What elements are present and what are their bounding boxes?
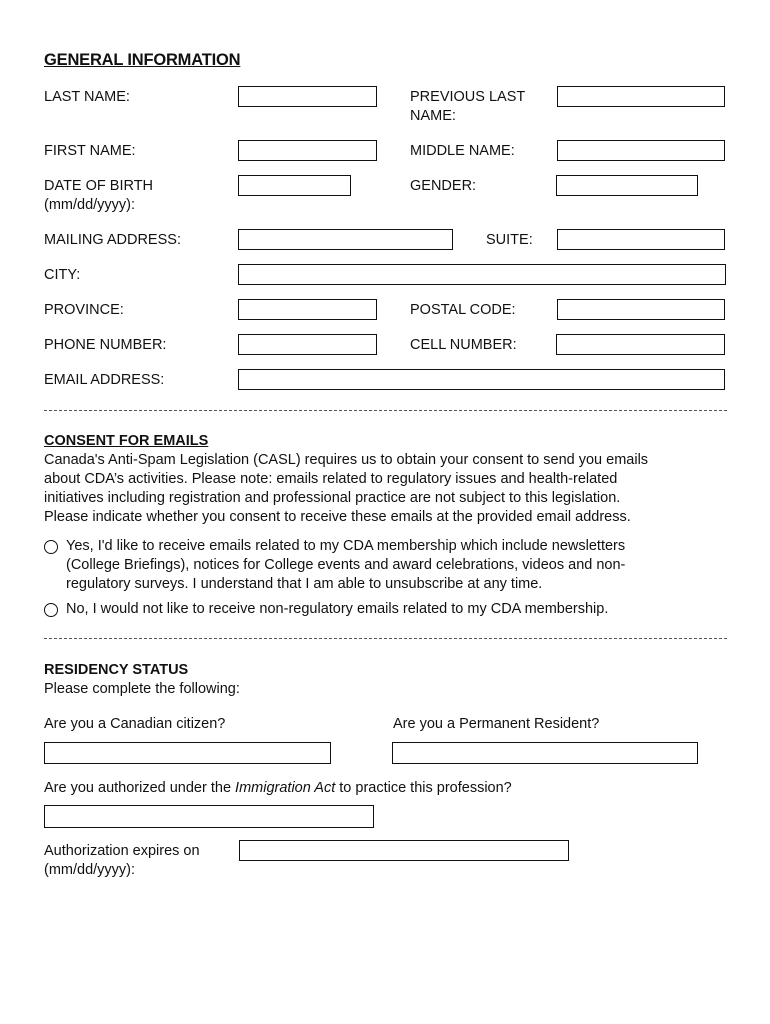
authorization-expires-label-1: Authorization expires on: [44, 843, 200, 859]
last-name-label: LAST NAME:: [44, 89, 130, 105]
suite-input[interactable]: [557, 229, 725, 250]
residency-subtitle: Please complete the following:: [44, 681, 240, 697]
consent-paragraph-line-2: about CDA’s activities. Please note: emails related to regulatory issues and health-related: [44, 471, 618, 487]
province-input[interactable]: [238, 299, 377, 320]
consent-no-label: No, I would not like to receive non-regulatory emails related to my CDA membership.: [66, 601, 609, 617]
phone-number-input[interactable]: [238, 334, 377, 355]
consent-yes-label-1: Yes, I'd like to receive emails related to my CDA membership which include newsletters: [66, 538, 626, 554]
date-of-birth-label-2: (mm/dd/yyyy):: [44, 197, 136, 213]
city-input[interactable]: [238, 264, 726, 285]
province-label: PROVINCE:: [44, 302, 124, 318]
canadian-citizen-question: Are you a Canadian citizen?: [44, 716, 226, 732]
consent-paragraph-line-1: Canada's Anti-Spam Legislation (CASL) requires us to obtain your consent to send you emails: [44, 452, 649, 468]
immigration-act-question-post: to practice this profession?: [335, 780, 512, 796]
consent-paragraph-line-3: initiatives including registration and professional practice are not subject to this legislation.: [44, 490, 621, 506]
date-of-birth-label-1: DATE OF BIRTH: [44, 178, 154, 194]
first-name-input[interactable]: [238, 140, 377, 161]
consent-heading: CONSENT FOR EMAILS: [44, 433, 209, 449]
mailing-address-input[interactable]: [238, 229, 453, 250]
last-name-input[interactable]: [238, 86, 377, 107]
consent-yes-label-2: (College Briefings), notices for College events and award celebrations, videos and non-: [66, 557, 626, 573]
middle-name-label: MIDDLE NAME:: [410, 143, 515, 159]
canadian-citizen-input[interactable]: [44, 742, 331, 764]
authorization-expires-input[interactable]: [239, 840, 569, 861]
gender-input[interactable]: [556, 175, 698, 196]
authorization-expires-label-2: (mm/dd/yyyy):: [44, 862, 136, 878]
permanent-resident-question: Are you a Permanent Resident?: [393, 716, 600, 732]
general-information-heading: GENERAL INFORMATION: [44, 51, 241, 69]
immigration-act-title: Immigration Act: [235, 780, 336, 796]
immigration-act-question-pre: Are you authorized under the: [44, 780, 236, 796]
consent-no-radio[interactable]: [44, 603, 58, 617]
email-address-label: EMAIL ADDRESS:: [44, 372, 165, 388]
consent-paragraph-line-4: Please indicate whether you consent to receive these emails at the provided email address.: [44, 509, 631, 525]
phone-number-label: PHONE NUMBER:: [44, 337, 167, 353]
postal-code-label: POSTAL CODE:: [410, 302, 516, 318]
immigration-act-input[interactable]: [44, 805, 374, 828]
middle-name-input[interactable]: [557, 140, 725, 161]
immigration-act-question: [44, 779, 512, 798]
email-address-input[interactable]: [238, 369, 725, 390]
postal-code-input[interactable]: [557, 299, 725, 320]
previous-last-name-label-1: PREVIOUS LAST: [410, 89, 526, 105]
consent-yes-label-3: regulatory surveys. I understand that I am able to unsubscribe at any time.: [66, 576, 543, 592]
date-of-birth-input[interactable]: [238, 175, 351, 196]
residency-heading: RESIDENCY STATUS: [44, 662, 189, 678]
section-divider: [44, 410, 727, 411]
permanent-resident-input[interactable]: [392, 742, 698, 764]
consent-yes-radio[interactable]: [44, 540, 58, 554]
gender-label: GENDER:: [410, 178, 477, 194]
suite-label: SUITE:: [486, 232, 533, 248]
section-divider: [44, 638, 727, 639]
cell-number-label: CELL NUMBER:: [410, 337, 517, 353]
mailing-address-label: MAILING ADDRESS:: [44, 232, 181, 248]
city-label: CITY:: [44, 267, 81, 283]
first-name-label: FIRST NAME:: [44, 143, 136, 159]
previous-last-name-input[interactable]: [557, 86, 725, 107]
cell-number-input[interactable]: [556, 334, 725, 355]
previous-last-name-label-2: NAME:: [410, 108, 456, 124]
